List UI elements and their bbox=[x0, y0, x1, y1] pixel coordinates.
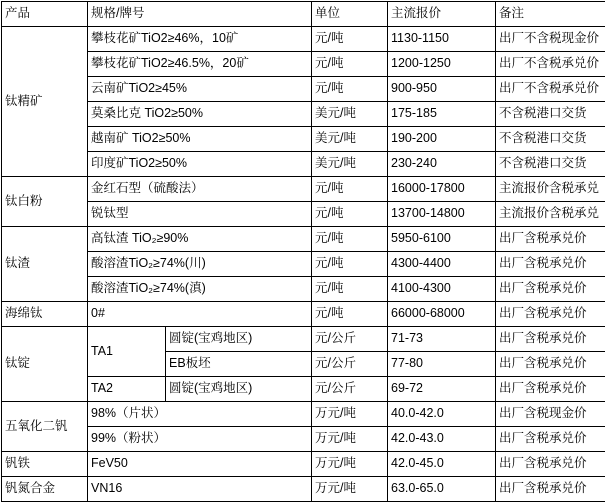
spec-cell: 印度矿TiO2≥50% bbox=[88, 152, 312, 177]
note-cell: 不含税港口交货 bbox=[496, 127, 605, 152]
table-row bbox=[2, 302, 605, 327]
price-cell: 42.0-43.0 bbox=[388, 427, 496, 452]
header-unit: 单位 bbox=[312, 2, 388, 27]
header-price: 主流报价 bbox=[388, 2, 496, 27]
spec-cell: 攀枝花矿TiO2≥46%，10矿 bbox=[88, 27, 312, 52]
unit-cell: 元/吨 bbox=[312, 177, 388, 202]
unit-cell: 元/吨 bbox=[312, 27, 388, 52]
table-row bbox=[2, 177, 605, 202]
unit-cell: 元/公斤 bbox=[312, 352, 388, 377]
note-cell: 不含税港口交货 bbox=[496, 152, 605, 177]
category-cell: 钒氮合金 bbox=[2, 477, 88, 502]
header-row bbox=[2, 2, 605, 27]
note-cell: 出厂含税承兑价 bbox=[496, 252, 605, 277]
table-row bbox=[2, 377, 605, 402]
unit-cell: 元/吨 bbox=[312, 202, 388, 227]
unit-cell: 万元/吨 bbox=[312, 477, 388, 502]
unit-cell: 万元/吨 bbox=[312, 402, 388, 427]
form-cell: 圆锭(宝鸡地区) bbox=[166, 377, 312, 402]
spec-cell: 金红石型（硫酸法） bbox=[88, 177, 312, 202]
unit-cell: 元/吨 bbox=[312, 252, 388, 277]
spec-cell: 锐钛型 bbox=[88, 202, 312, 227]
spec-cell: 莫桑比克 TiO2≥50% bbox=[88, 102, 312, 127]
note-cell: 出厂不含税承兑价 bbox=[496, 77, 605, 102]
price-cell: 1200-1250 bbox=[388, 52, 496, 77]
note-cell: 出厂含税承兑价 bbox=[496, 477, 605, 502]
spec-cell: 攀枝花矿TiO2≥46.5%，20矿 bbox=[88, 52, 312, 77]
header-spec: 规格/牌号 bbox=[88, 2, 312, 27]
table-row bbox=[2, 327, 605, 352]
grade-cell: TA2 bbox=[88, 377, 166, 402]
spec-cell: 98%（片状） bbox=[88, 402, 312, 427]
table-row bbox=[2, 77, 605, 102]
table-body bbox=[2, 27, 605, 502]
titanium-vanadium-price-table bbox=[1, 1, 605, 502]
spec-cell: 越南矿 TiO2≥50% bbox=[88, 127, 312, 152]
unit-cell: 元/吨 bbox=[312, 227, 388, 252]
unit-cell: 美元/吨 bbox=[312, 152, 388, 177]
unit-cell: 元/吨 bbox=[312, 77, 388, 102]
unit-cell: 元/吨 bbox=[312, 277, 388, 302]
form-cell: EB板坯 bbox=[166, 352, 312, 377]
unit-cell: 万元/吨 bbox=[312, 452, 388, 477]
price-cell: 1130-1150 bbox=[388, 27, 496, 52]
unit-cell: 元/吨 bbox=[312, 52, 388, 77]
price-table-sheet bbox=[0, 1, 605, 489]
unit-cell: 元/公斤 bbox=[312, 377, 388, 402]
note-cell: 不含税港口交货 bbox=[496, 102, 605, 127]
spec-cell: 云南矿TiO2≥45% bbox=[88, 77, 312, 102]
note-cell: 出厂含税承兑价 bbox=[496, 352, 605, 377]
table-row bbox=[2, 477, 605, 502]
unit-cell: 美元/吨 bbox=[312, 102, 388, 127]
spec-cell: 酸溶渣TiO₂≥74%(川) bbox=[88, 252, 312, 277]
table-row bbox=[2, 277, 605, 302]
header-note: 备注 bbox=[496, 2, 605, 27]
category-cell: 钛白粉 bbox=[2, 177, 88, 227]
price-cell: 77-80 bbox=[388, 352, 496, 377]
table-row bbox=[2, 52, 605, 77]
price-cell: 16000-17800 bbox=[388, 177, 496, 202]
category-cell: 五氧化二钒 bbox=[2, 402, 88, 452]
note-cell: 出厂含税承兑价 bbox=[496, 302, 605, 327]
grade-cell: TA1 bbox=[88, 327, 166, 377]
category-cell: 海绵钛 bbox=[2, 302, 88, 327]
spec-cell: 99%（粉状） bbox=[88, 427, 312, 452]
table-row bbox=[2, 27, 605, 52]
table-row bbox=[2, 127, 605, 152]
category-cell: 钛精矿 bbox=[2, 27, 88, 177]
spec-cell: 0# bbox=[88, 302, 312, 327]
category-cell: 钒铁 bbox=[2, 452, 88, 477]
note-cell: 出厂含税承兑价 bbox=[496, 277, 605, 302]
spec-cell: VN16 bbox=[88, 477, 312, 502]
table-row bbox=[2, 402, 605, 427]
note-cell: 主流报价含税承兑 bbox=[496, 202, 605, 227]
spec-cell: FeV50 bbox=[88, 452, 312, 477]
category-cell: 钛渣 bbox=[2, 227, 88, 302]
price-cell: 13700-14800 bbox=[388, 202, 496, 227]
price-cell: 69-72 bbox=[388, 377, 496, 402]
price-cell: 66000-68000 bbox=[388, 302, 496, 327]
table-row bbox=[2, 227, 605, 252]
note-cell: 出厂含税现金价 bbox=[496, 402, 605, 427]
form-cell: 圆锭(宝鸡地区) bbox=[166, 327, 312, 352]
price-cell: 190-200 bbox=[388, 127, 496, 152]
note-cell: 出厂不含税承兑价 bbox=[496, 52, 605, 77]
price-cell: 63.0-65.0 bbox=[388, 477, 496, 502]
table-row bbox=[2, 427, 605, 452]
header-product: 产品 bbox=[2, 2, 88, 27]
price-cell: 4100-4300 bbox=[388, 277, 496, 302]
spec-cell: 高钛渣 TiO₂≥90% bbox=[88, 227, 312, 252]
price-cell: 42.0-45.0 bbox=[388, 452, 496, 477]
table-row bbox=[2, 252, 605, 277]
unit-cell: 元/吨 bbox=[312, 302, 388, 327]
unit-cell: 元/公斤 bbox=[312, 327, 388, 352]
price-cell: 900-950 bbox=[388, 77, 496, 102]
table-row bbox=[2, 452, 605, 477]
spec-cell: 酸溶渣TiO₂≥74%(滇) bbox=[88, 277, 312, 302]
price-cell: 175-185 bbox=[388, 102, 496, 127]
table-row bbox=[2, 152, 605, 177]
price-cell: 5950-6100 bbox=[388, 227, 496, 252]
unit-cell: 美元/吨 bbox=[312, 127, 388, 152]
note-cell: 主流报价含税承兑 bbox=[496, 177, 605, 202]
category-cell: 钛锭 bbox=[2, 327, 88, 402]
price-cell: 4300-4400 bbox=[388, 252, 496, 277]
note-cell: 出厂含税承兑价 bbox=[496, 452, 605, 477]
price-cell: 230-240 bbox=[388, 152, 496, 177]
price-cell: 71-73 bbox=[388, 327, 496, 352]
note-cell: 出厂含税承兑价 bbox=[496, 227, 605, 252]
unit-cell: 万元/吨 bbox=[312, 427, 388, 452]
table-header bbox=[2, 2, 605, 27]
price-cell: 40.0-42.0 bbox=[388, 402, 496, 427]
note-cell: 出厂含税承兑价 bbox=[496, 377, 605, 402]
note-cell: 出厂含税承兑价 bbox=[496, 427, 605, 452]
note-cell: 出厂含税承兑价 bbox=[496, 327, 605, 352]
table-row bbox=[2, 102, 605, 127]
table-row bbox=[2, 202, 605, 227]
note-cell: 出厂不含税现金价 bbox=[496, 27, 605, 52]
